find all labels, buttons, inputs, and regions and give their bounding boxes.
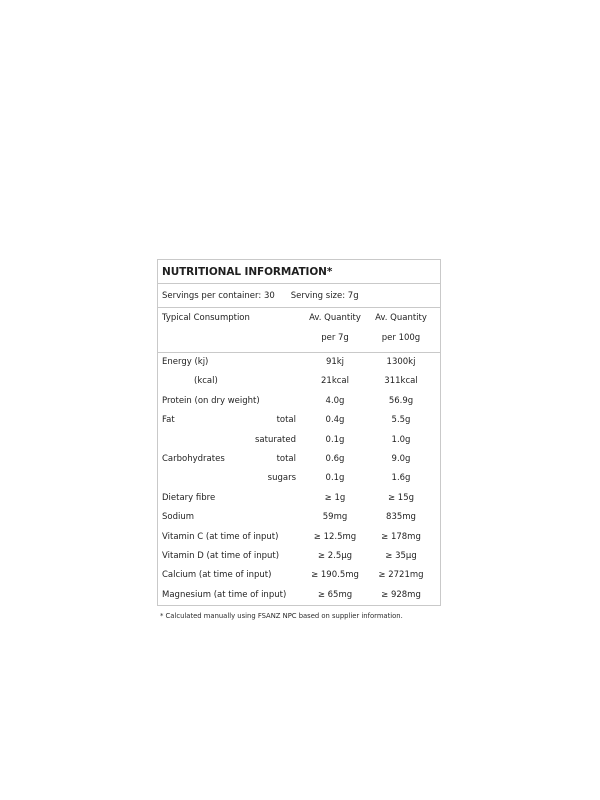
nutrition-panel — [157, 259, 441, 606]
nutrient-name: Fat — [162, 415, 175, 426]
nutrient-name: Sodium — [162, 512, 195, 523]
nutrient-name: Protein (on dry weight) — [162, 395, 260, 406]
per-100g-value: 56.9g — [388, 395, 414, 406]
per-serving-value: 21kcal — [321, 376, 349, 387]
per-serving-value: 59mg — [322, 512, 348, 523]
per-serving-value: ≥ 65mg — [317, 589, 353, 600]
header-col1-line1: Av. Quantity — [309, 313, 361, 323]
nutrient-name: Calcium (at time of input) — [162, 570, 272, 581]
table-header — [158, 308, 440, 353]
per-100g-value: ≥ 2721mg — [378, 570, 424, 581]
header-col2-line1: Av. Quantity — [375, 313, 427, 323]
footnote: * Calculated manually using FSANZ NPC based on supplier information. — [160, 612, 403, 620]
per-100g-value: ≥ 35µg — [385, 550, 417, 561]
panel-title: NUTRITIONAL INFORMATION* — [158, 260, 440, 284]
table-row — [158, 392, 440, 411]
per-100g-value: 5.5g — [391, 415, 411, 426]
table-row — [158, 547, 440, 566]
per-serving-value: 0.1g — [325, 434, 345, 445]
table-row — [158, 528, 440, 547]
nutrient-name: Vitamin C (at time of input) — [162, 531, 279, 542]
per-100g-value: 1.6g — [391, 473, 411, 484]
per-serving-value: 4.0g — [325, 395, 345, 406]
table-row — [158, 372, 440, 391]
per-serving-value: 91kj — [325, 357, 345, 367]
nutrient-qualifier: sugars — [267, 473, 296, 484]
nutrient-name: Magnesium (at time of input) — [162, 589, 287, 600]
servings-row — [158, 284, 440, 308]
table-row — [158, 489, 440, 508]
header-col1-line2: per 7g — [321, 333, 349, 343]
table-row — [158, 411, 440, 430]
per-100g-value: 9.0g — [391, 453, 411, 464]
nutrient-rows — [158, 353, 440, 605]
nutrient-name: Dietary fibre — [162, 492, 216, 503]
per-100g-value: ≥ 178mg — [381, 531, 421, 542]
per-serving-value: 0.6g — [325, 453, 345, 464]
table-row — [158, 586, 440, 605]
table-row — [158, 469, 440, 488]
servings-per-container: Servings per container: 30 — [162, 291, 275, 301]
nutrient-qualifier: saturated — [254, 434, 296, 445]
table-row — [158, 508, 440, 527]
per-serving-value: 0.1g — [325, 473, 345, 484]
per-100g-value: 1.0g — [391, 434, 411, 445]
per-100g-value: ≥ 15g — [387, 492, 415, 503]
per-100g-value: 835mg — [386, 512, 416, 523]
table-row — [158, 353, 440, 372]
per-100g-value: ≥ 928mg — [381, 589, 421, 600]
nutrient-name: Carbohydrates — [162, 453, 225, 464]
nutrient-qualifier: total — [276, 453, 296, 464]
header-col2-line2: per 100g — [381, 333, 421, 343]
table-row — [158, 450, 440, 469]
header-label: Typical Consumption — [162, 313, 250, 323]
nutrient-qualifier: total — [276, 415, 296, 426]
nutrient-name: Vitamin D (at time of input) — [162, 550, 280, 561]
per-serving-value: ≥ 190.5mg — [311, 570, 359, 581]
nutrient-name: (kcal) — [194, 376, 218, 387]
per-100g-value: 311kcal — [384, 376, 418, 387]
table-row — [158, 566, 440, 585]
per-serving-value: 0.4g — [325, 415, 345, 426]
per-serving-value: ≥ 12.5mg — [313, 531, 357, 542]
per-serving-value: ≥ 2.5µg — [317, 550, 353, 561]
per-serving-value: ≥ 1g — [324, 492, 346, 503]
per-100g-value: 1300kj — [386, 357, 416, 367]
nutrient-name: Energy (kj) — [162, 357, 209, 367]
serving-size: Serving size: 7g — [290, 291, 359, 301]
table-row — [158, 431, 440, 450]
